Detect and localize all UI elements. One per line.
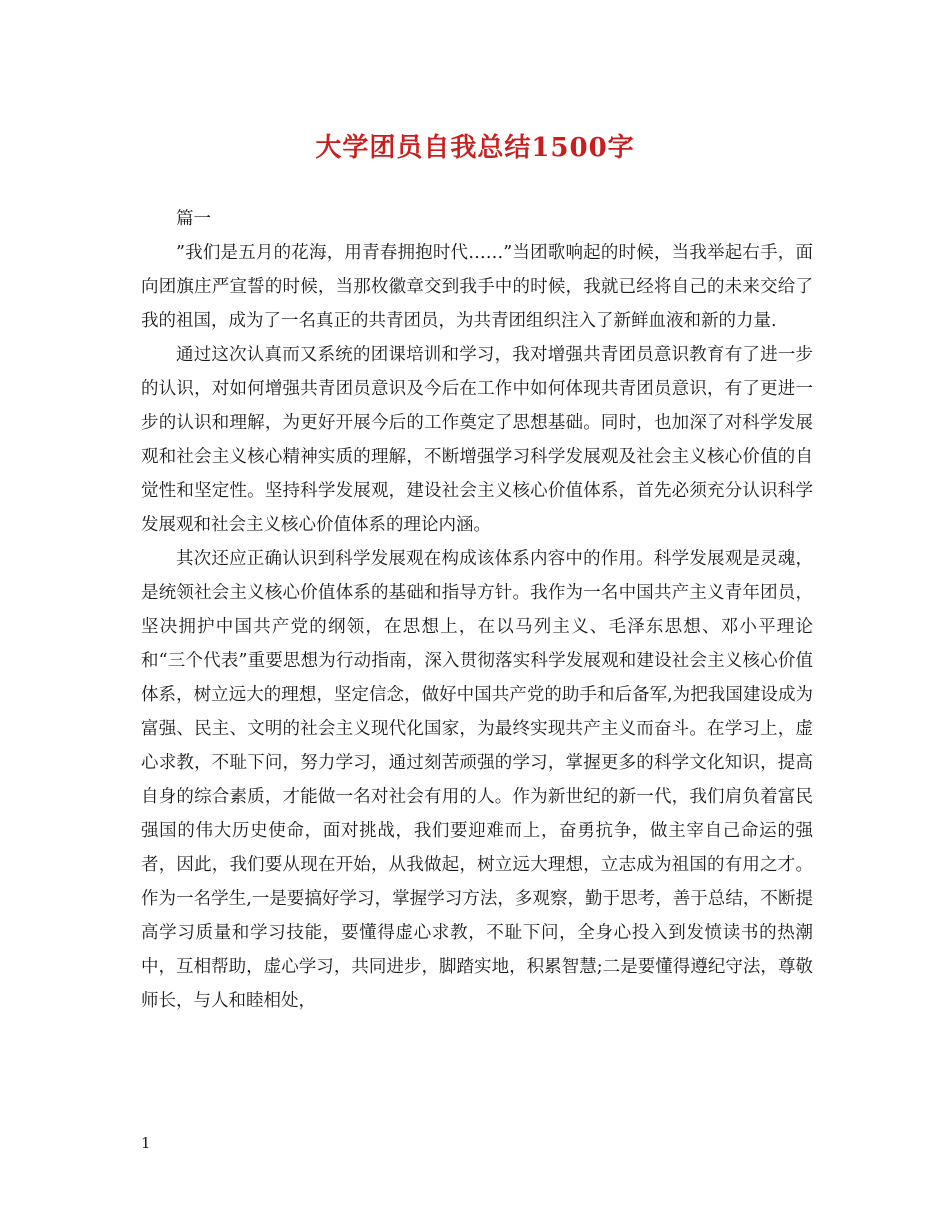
- paragraph: 其次还应正确认识到科学发展观在构成该体系内容中的作用。科学发展观是灵魂，是统领社会主义核心价值体系的基础和指导方针。我作为一名中国共产主义青年团员，坚决拥护中国共产党的纲领，在思想上，在以马列主义、毛泽东思想、邓小平理论和“三个代表”重要思想为行动指南，深入贯彻落实科学发展观和建设社会主义核心价值体系，树立远大的理想，坚定信念，做好中国共产党的助手和后备军,为把我国建设成为富强、民主、文明的社会主义现代化国家，为最终实现共产主义而奋斗。在学习上，虚心求教，不耻下问，努力学习，通过刻苦顽强的学习，掌握更多的科学文化知识，提高自身的综合素质，才能做一名对社会有用的人。作为新世纪的新一代，我们肩负着富民强国的伟大历史使命，面对挑战，我们要迎难而上，奋勇抗争，做主宰自己命运的强者，因此，我们要从现在开始，从我做起，树立远大理想，立志成为祖国的有用之才。作为一名学生,一是要搞好学习，掌握学习方法，多观察，勤于思考，善于总结，不断提高学习质量和学习技能，要懂得虚心求教，不耻下问，全身心投入到发愤读书的热潮中，互相帮助，虚心学习，共同进步，脚踏实地，积累智慧;二是要懂得遵纪守法，尊敬师长，与人和睦相处，: [141, 549, 813, 1011]
- document-title: 大学团员自我总结1500字: [315, 133, 635, 163]
- paragraph: ”我们是五月的花海，用青春拥抱时代……”当团歌响起的时候，当我举起右手，面向团旗庄严宣誓的时候，当那枚徽章交到我手中的时候，我就已经将自己的未来交给了我的祖国，成为了一名真正的共青团员，为共青团组织注入了新鲜血液和新的力量.: [141, 243, 813, 331]
- paragraph: 通过这次认真而又系统的团课培训和学习，我对增强共青团员意识教育有了进一步的认识，对如何增强共青团员意识及今后在工作中如何体现共青团员意识，有了更进一步的认识和理解，为更好开展今后的工作奠定了思想基础。同时，也加深了对科学发展观和社会主义核心精神实质的理解，不断增强学习科学发展观及社会主义核心价值的自觉性和坚定性。坚持科学发展观，建设社会主义核心价值体系，首先必须充分认识科学发展观和社会主义核心价值体系的理论内涵。: [141, 345, 813, 535]
- document-body: [141, 202, 813, 1018]
- section-label: 篇一: [176, 209, 211, 229]
- page-number: 1: [141, 1134, 151, 1152]
